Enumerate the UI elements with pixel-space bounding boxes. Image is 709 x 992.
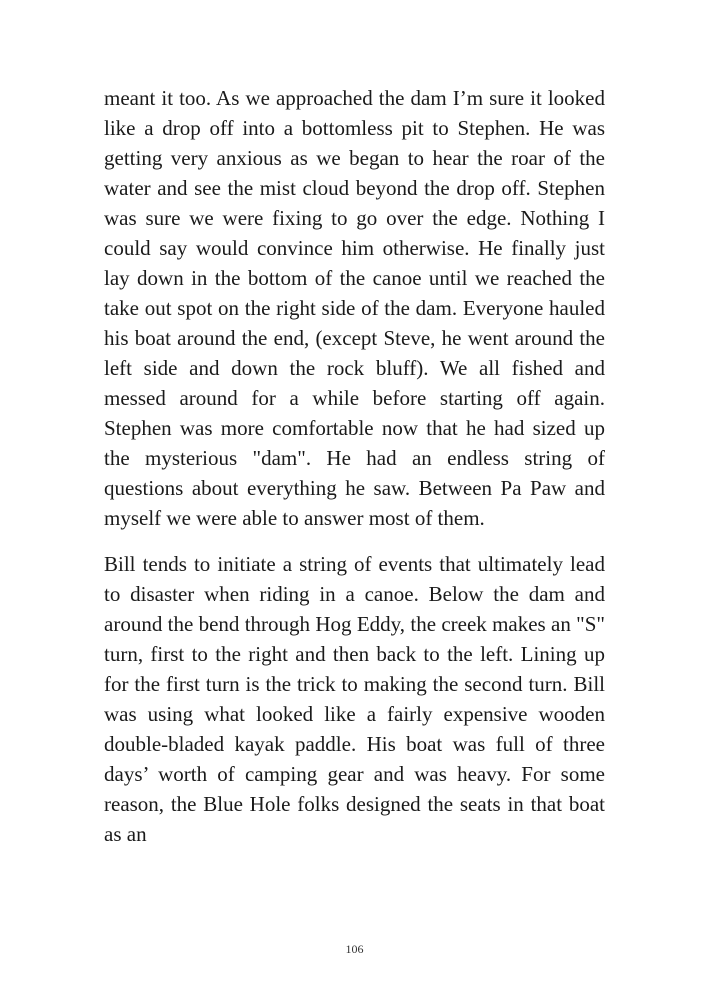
- page-body: [104, 83, 605, 849]
- paragraph-1: meant it too. As we approached the dam I’m sure it looked like a drop off into a bottomless pit to Stephen. He was getting very anxious as we began to hear the roar of the water and see the mist cloud beyond the drop off. Stephen was sure we were fixing to go over the edge. Nothing I could say would convince him otherwise. He finally just lay down in the bottom of the canoe until we reached the take out spot on the right side of the dam. Everyone hauled his boat around the end, (except Steve, he went around the left side and down the rock bluff). We all fished and messed around for a while before starting off again. Stephen was more comfortable now that he had sized up the mysterious "dam". He had an endless string of questions about everything he saw. Between Pa Paw and myself we were able to answer most of them.: [104, 86, 605, 530]
- paragraph-2: Bill tends to initiate a string of events that ultimately lead to disaster when riding in a canoe. Below the dam and around the bend through Hog Eddy, the creek makes an "S" turn, first to the right and then back to the left. Lining up for the first turn is the trick to making the second turn. Bill was using what looked like a fairly expensive wooden double-bladed kayak paddle. His boat was full of three days’ worth of camping gear and was heavy. For some reason, the Blue Hole folks designed the seats in that boat as an: [104, 552, 605, 846]
- page-number: 106: [345, 942, 364, 956]
